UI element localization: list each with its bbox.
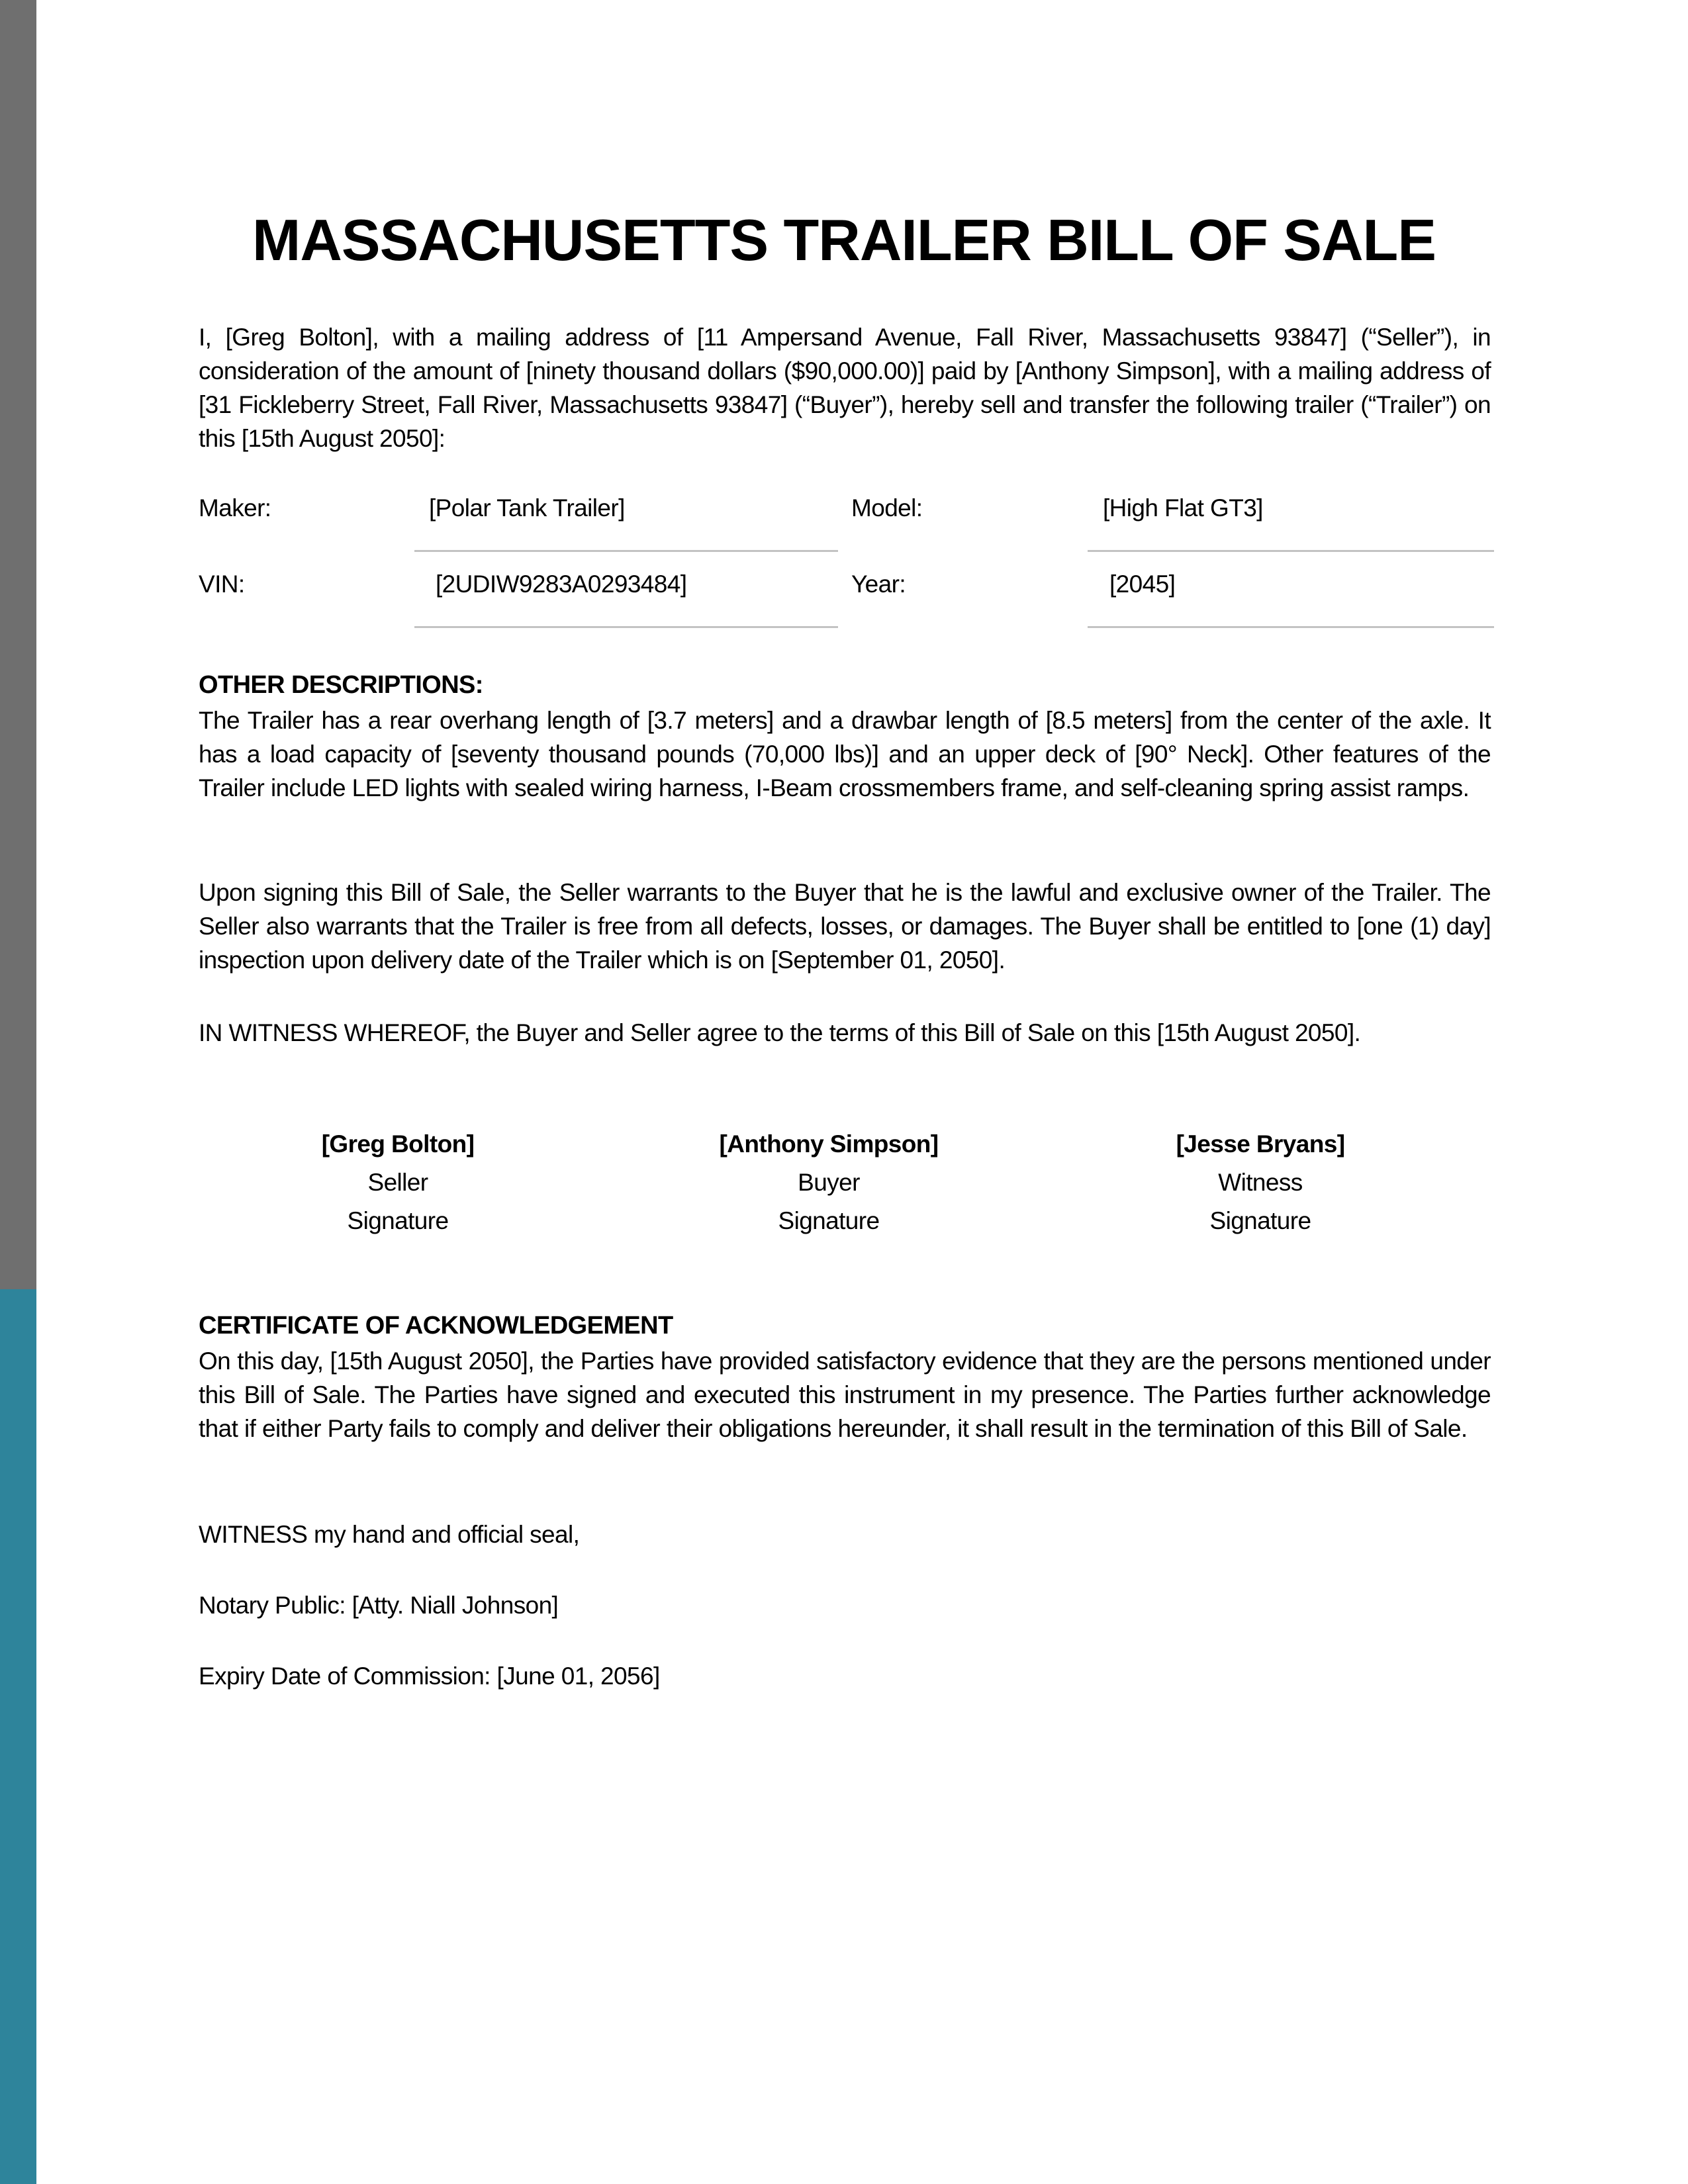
- model-label: Model:: [851, 494, 923, 522]
- certificate-text: On this day, [15th August 2050], the Parties have provided satisfactory evidence that they are the persons mentioned under this Bill of Sale. The Parties have signed and executed this instrument in my presence. The Parties further acknowledge that if either Party fails to comply and deliver their obligations hereunder, it shall result in the termination of this Bill of Sale.: [199, 1347, 1491, 1442]
- model-value: [High Flat GT3]: [1103, 494, 1263, 522]
- signature-label: Signature: [347, 1207, 449, 1234]
- signature-role: Witness: [1218, 1169, 1303, 1196]
- notary-public-line: Notary Public: [Atty. Niall Johnson]: [199, 1592, 559, 1619]
- maker-label: Maker:: [199, 494, 271, 522]
- other-descriptions-text: The Trailer has a rear overhang length of [3.7 meters] and a drawbar length of [8.5 meters] from the center of the axle. It has a load capacity of [seventy thousand pounds (70,000 lbs)] and an upper deck of [90° Neck]. Other features of the Trailer include LED lights with sealed wiring harness, I-Beam crossmembers frame, and self-cleaning spring assist ramps.: [199, 707, 1491, 801]
- signature-label: Signature: [1209, 1207, 1311, 1234]
- signature-name: [Anthony Simpson]: [719, 1130, 939, 1158]
- signature-block-buyer: [630, 1125, 1027, 1240]
- signature-block-seller: [199, 1125, 596, 1240]
- intro-paragraph: I, [Greg Bolton], with a mailing address of [11 Ampersand Avenue, Fall River, Massachusetts 93847] (“Seller”), in consideration of the amount of [ninety thousand dollars ($90,000.00)] paid by [Anthony Simpson], with a mailing address of [31 Fickleberry Street, Fall River, Massachusetts 93847] (“Buyer”), hereby sell and transfer the following trailer (“Trailer”) on this [15th August 2050]:: [199, 324, 1491, 452]
- warranty-paragraph: Upon signing this Bill of Sale, the Seller warrants to the Buyer that he is the lawful and exclusive owner of the Trailer. The Seller also warrants that the Trailer is free from all defects, losses, or damages. The Buyer shall be entitled to [one (1) day] inspection upon delivery date of the Trailer which is on [September 01, 2050].: [199, 879, 1491, 974]
- document-title: MASSACHUSETTS TRAILER BILL OF SALE: [252, 207, 1436, 273]
- signature-role: Buyer: [798, 1169, 860, 1196]
- signature-block-witness: [1062, 1125, 1459, 1240]
- vin-label: VIN:: [199, 570, 245, 598]
- maker-value: [Polar Tank Trailer]: [429, 494, 625, 522]
- signature-name: [Greg Bolton]: [321, 1130, 475, 1158]
- year-label: Year:: [851, 570, 906, 598]
- certificate-heading: CERTIFICATE OF ACKNOWLEDGEMENT: [199, 1312, 673, 1340]
- signature-role: Seller: [367, 1169, 428, 1196]
- witness-seal-line: WITNESS my hand and official seal,: [199, 1521, 580, 1548]
- vin-underline: [414, 626, 838, 628]
- model-underline: [1088, 550, 1494, 552]
- vin-value: [2UDIW9283A0293484]: [436, 570, 687, 598]
- year-underline: [1088, 626, 1494, 628]
- left-accent-strip-teal: [0, 1289, 36, 2184]
- other-descriptions-heading: OTHER DESCRIPTIONS:: [199, 671, 483, 699]
- maker-underline: [414, 550, 838, 552]
- witness-clause: IN WITNESS WHEREOF, the Buyer and Seller agree to the terms of this Bill of Sale on this [15th August 2050].: [199, 1019, 1361, 1046]
- signature-name: [Jesse Bryans]: [1176, 1130, 1345, 1158]
- expiry-date-line: Expiry Date of Commission: [June 01, 2056]: [199, 1662, 660, 1690]
- left-accent-strip-gray: [0, 0, 36, 1289]
- signature-label: Signature: [778, 1207, 880, 1234]
- year-value: [2045]: [1109, 570, 1176, 598]
